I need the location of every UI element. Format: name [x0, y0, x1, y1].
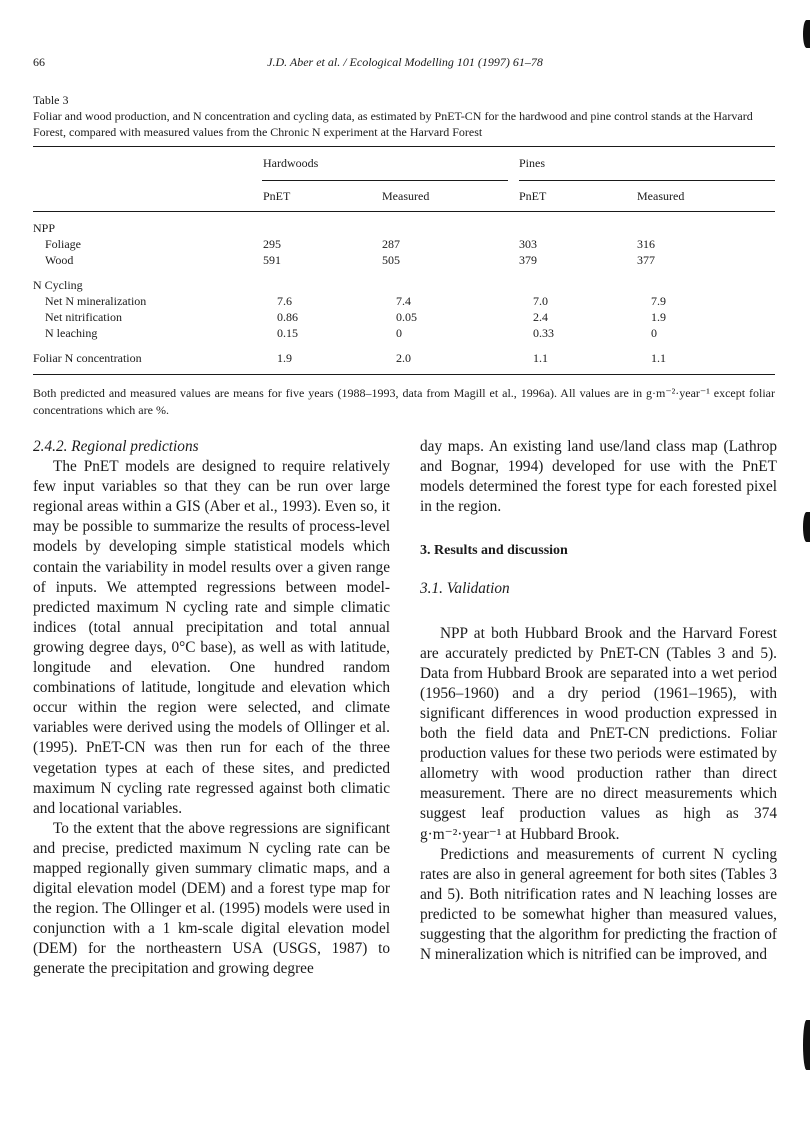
row-label: N Cycling	[33, 278, 83, 292]
table-bottom-rule	[33, 374, 775, 375]
table-cell: 7.4	[396, 294, 411, 308]
table-cell: 0.05	[396, 310, 417, 324]
table-cell: 2.0	[396, 351, 411, 365]
right-column	[420, 437, 777, 965]
column-header: Measured	[382, 189, 430, 203]
table-3	[33, 92, 775, 140]
table-cell: 0.33	[533, 326, 554, 340]
subsection-heading-validation: 3.1. Validation	[420, 580, 510, 598]
row-label: N leaching	[45, 326, 98, 340]
table-cell: 7.0	[533, 294, 548, 308]
page-number: 66	[33, 55, 45, 69]
table-caption: Foliar and wood production, and N concentration and cycling data, as estimated by PnET-CN for the hardwood and pine control stands at the Harvard Forest, compared with measured values from the Chronic N experiment at the Harvard Forest	[33, 109, 753, 139]
paragraph: NPP at both Hubbard Brook and the Harvard Forest are accurately predicted by PnET-CN (Tables 3 and 5). Data from Hubbard Brook are separated into a wet period (1956–1960) and a dry period (1961–1965), with significant differences in wood production expressed in both the field data and PnET-CN predictions. Foliar production values for these two periods were estimated by allometry with wood production rather than direct measurement. There are no direct measurements which suggest leaf production values as high as 374 g·m⁻²·year⁻¹ at Hubbard Brook.	[420, 624, 777, 843]
section-heading-results: 3. Results and discussion	[420, 543, 568, 559]
table-cell: 2.4	[533, 310, 548, 324]
table-cell: 0	[651, 326, 657, 340]
group-header-hardwoods: Hardwoods	[263, 156, 319, 170]
group-header-pines: Pines	[519, 156, 546, 170]
column-header: PnET	[519, 189, 547, 203]
subsection-heading-regional-predictions: 2.4.2. Regional predictions	[33, 438, 199, 455]
paragraph: To the extent that the above regressions are significant and precise, predicted maximum N cycling rate can be mapped regionally given summary climatic maps, and a digital elevation model (DEM) and a forest type map for the region. The Ollinger et al. (1995) models were used in conjunction with a 1 km-scale digital elevation model (DEM) for the northeastern USA (USGS, 1987) to generate the precipitation and growing degree	[33, 819, 390, 978]
column-header: PnET	[263, 189, 291, 203]
row-label: Foliage	[45, 237, 81, 251]
group-rule-hardwoods	[262, 180, 508, 181]
table-cell: 379	[519, 253, 537, 267]
group-rule-pines	[519, 180, 775, 181]
row-label: Net nitrification	[45, 310, 122, 324]
row-label: Foliar N concentration	[33, 351, 142, 365]
table-cell: 505	[382, 253, 400, 267]
scan-edge-mark	[803, 512, 810, 542]
table-cell: 0.86	[277, 310, 298, 324]
table-top-rule	[33, 146, 775, 147]
table-cell: 0.15	[277, 326, 298, 340]
table-cell: 591	[263, 253, 281, 267]
table-cell: 1.1	[533, 351, 548, 365]
table-cell: 1.9	[277, 351, 292, 365]
table-cell: 303	[519, 237, 537, 251]
spacer	[420, 561, 777, 579]
paragraph: Predictions and measurements of current N cycling rates are also in general agreement for both sites (Tables 3 and 5). Both nitrification rates and N leaching losses are predicted to be somewhat higher than measured values, suggesting that the algorithm for predicting the fraction of N mineralization which is nitrified can be improved, and	[420, 845, 777, 964]
scan-edge-mark	[803, 20, 810, 48]
paragraph: The PnET models are designed to require relatively few input variables so that they can be run over large regional areas within a GIS (Aber et al., 1993). Even so, it may be possible to summarize the results of process-level models by developing simple statistical models which contain the variability in model results over a given range of inputs. We attempted regressions between model-predicted maximum N cycling rate and simple climatic indices (total annual precipitation and total annual growing degree days, 0°C base), as well as with latitude, longitude and elevation. One hundred random combinations of latitude, longitude and elevation which occur within the region were selected, and climate variables were derived using the models of Ollinger et al. (1995). PnET-CN was then run for each of the three vegetation types at each of these sites, and predicted maximum N cycling rate regressed against both climatic and locational variables.	[33, 458, 390, 817]
spacer	[420, 600, 777, 624]
table-cell: 7.9	[651, 294, 666, 308]
table-cell: 0	[396, 326, 402, 340]
table-footnote: Both predicted and measured values are means for five years (1988–1993, data from Magill et al., 1996a). All values are in g·m⁻²·year⁻¹ except foliar concentrations which are %.	[33, 386, 775, 417]
table-cell: 377	[637, 253, 655, 267]
table-cell: 1.1	[651, 351, 666, 365]
paragraph-continuation: day maps. An existing land use/land class map (Lathrop and Bognar, 1994) developed for use with the PnET models determined the forest type for each forested pixel in the region.	[420, 438, 777, 516]
row-label: NPP	[33, 221, 56, 235]
table-cell: 7.6	[277, 294, 292, 308]
left-column	[33, 437, 390, 980]
header-bottom-rule	[33, 211, 775, 212]
row-label: Wood	[45, 253, 74, 267]
row-label: Net N mineralization	[45, 294, 147, 308]
table-cell: 1.9	[651, 310, 666, 324]
table-cell: 316	[637, 237, 655, 251]
table-cell: 287	[382, 237, 400, 251]
scan-edge-mark	[803, 1020, 810, 1070]
spacer	[420, 517, 777, 541]
table-label: Table 3	[33, 93, 69, 107]
table-cell: 295	[263, 237, 281, 251]
running-head: J.D. Aber et al. / Ecological Modelling 101 (1997) 61–78	[267, 55, 543, 69]
column-header: Measured	[637, 189, 685, 203]
